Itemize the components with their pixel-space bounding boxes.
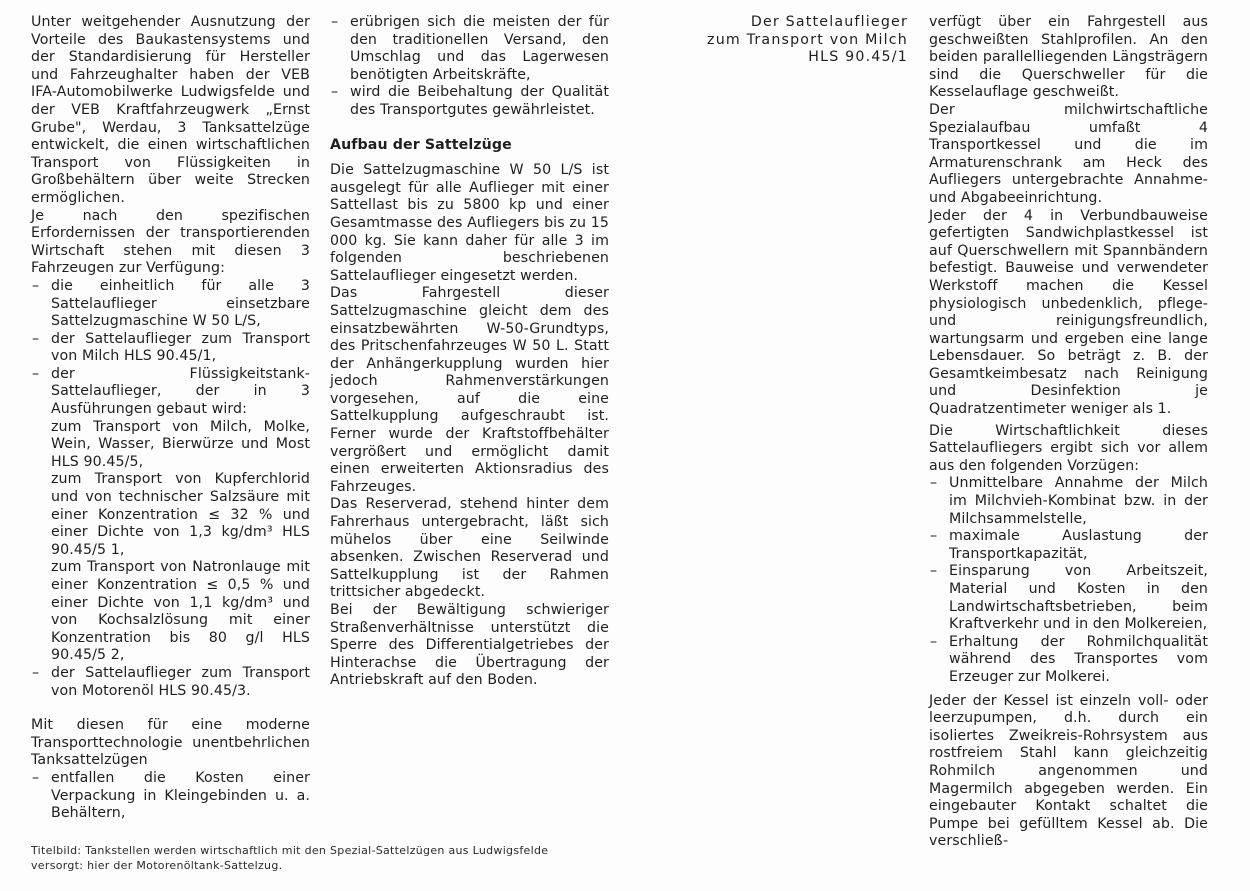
- benefits-list-continued: [330, 14, 609, 120]
- caption-line: versorgt: hier der Motorenöltank-Sattelzug.: [31, 858, 283, 872]
- list-item-text: der Flüssigkeitstank-Sattelauflieger, der in 3 Ausführungen gebaut wird:: [51, 365, 310, 418]
- list-item: – wird die Beibehaltung der Qualität des Transportgutes gewährleistet.: [330, 84, 609, 119]
- list-item: – Unmittelbare Annahme der Milch im Milchvieh-Kombinat bzw. in der Milchsammelstelle,: [929, 475, 1208, 528]
- list-item: [31, 366, 310, 419]
- trailer-title-block: [640, 14, 908, 67]
- cover-caption: [31, 844, 631, 873]
- list-item: – Einsparung von Arbeitszeit, Material und Kosten in den Landwirtschaftsbetrieben, beim Kraftverkehr und in den Molkereien,: [929, 563, 1208, 633]
- chassis-paragraph: Das Fahrgestell dieser Sattelzugmaschine gleicht dem des einsatzbewährten W-50-Grundtyps, des Pritschenfahrzeuges W 50 L. Statt der Anhängerkupplung wurden hier jedoch Rahmenverstärkungen vorgesehen, auf die eine Sattelkupplung aufgeschraubt ist. Ferner wurde der Kraftstoffbehälter vergrößert und ermöglicht damit einen erweiterten Aktionsradius des Fahrzeuges.: [330, 285, 609, 495]
- text-column-1: [31, 14, 310, 823]
- vehicle-list-end: [31, 665, 310, 700]
- sub-item: zum Transport von Kupferchlorid und von technischer Salzsäure mit einer Konzentration ≤ 32 % und einer Dichte von 1,3 kg/dm³ HLS 90.45/5 1,: [51, 471, 310, 558]
- sub-item: zum Transport von Milch, Molke, Wein, Wasser, Bierwürze und Most HLS 90.45/5,: [51, 418, 310, 470]
- section-heading: Aufbau der Sattelzüge: [330, 136, 512, 153]
- pumping-paragraph: Jeder der Kessel ist einzeln voll- oder leerzupumpen, d.h. durch ein isoliertes Zweikreis-Rohrsystem aus rostfreiem Stahl kann gleichzeitig Rohmilch angenommen und Magermilch abgegeben werden. Ein eingebauter Kontakt schaltet die Pumpe bei gefülltem Kessel ab. Die verschließ-: [929, 692, 1208, 850]
- spacer: [31, 700, 310, 717]
- text-column-4: [929, 14, 1208, 851]
- list-item: – die einheitlich für alle 3 Sattelauflieger einsetzbare Sattelzugmaschine W 50 L/S,: [31, 278, 310, 331]
- spare-wheel-paragraph: Das Reserverad, stehend hinter dem Fahrerhaus untergebracht, läßt sich mühelos über eine Seilwinde absenken. Zwischen Reserverad und Sattelkupplung ist der Rahmen trittsicher abgedeckt.: [330, 496, 609, 601]
- spacer: [330, 120, 609, 137]
- list-item: – der Sattelauflieger zum Transport von Milch HLS 90.45/1,: [31, 331, 310, 366]
- differential-paragraph: Bei der Bewältigung schwieriger Straßenverhältnisse unterstützt die Sperre des Differentialgetriebes der Hinterachse die Übertragung der Antriebskraft auf den Boden.: [330, 602, 609, 689]
- trailer-title-line: Der Sattelauflieger: [750, 14, 908, 30]
- list-item: – maximale Auslastung der Transportkapazität,: [929, 528, 1208, 563]
- requirements-paragraph: Je nach den spezifischen Erfordernissen der transportierenden Wirtschaft stehen mit diesen 3 Fahrzeugen zur Verfügung:: [31, 207, 310, 277]
- list-item: – Erhaltung der Rohmilchqualität während des Transportes vom Erzeuger zur Molkerei.: [929, 634, 1208, 687]
- tank-description: Jeder der 4 in Verbundbauweise gefertigten Sandwichplastkessel ist auf Querschwellern mit Spannbändern befestigt. Bauweise und verwendeter Werkstoff machen die Kessel physiologisch unbedenklich, pflege- und reinigungsfreundlich, wartungsarm und ergeben eine lange Lebensdauer. So beträgt z. B. der Gesamtkeimbesatz nach Reinigung und Desinfektion je Quadratzentimeter weniger als 1.: [929, 207, 1208, 418]
- intro-paragraph: Unter weitgehender Ausnutzung der Vorteile des Baukastensystems und der Standardisierung für Hersteller und Fahrzeughalter haben der VEB IFA-Automobilwerke Ludwigsfelde und der VEB Kraftfahrzeugwerk „Ernst Grube", Werdau, 3 Tanksattelzüge entwickelt, die einen wirtschaftlichen Transport von Flüssigkeiten in Großbehältern über weite Strecken ermöglichen.: [31, 14, 310, 206]
- benefits-paragraph: Mit diesen für eine moderne Transporttechnologie unentbehrlichen Tanksattelzügen: [31, 717, 310, 769]
- advantages-list: [929, 475, 1208, 686]
- tractor-paragraph: Die Sattelzugmaschine W 50 L/S ist ausgelegt für alle Auflieger mit einer Sattellast bis zu 5800 kp und einer Gesamtmasse des Aufliegers bis zu 15 000 kg. Sie kann daher für alle 3 im folgenden beschriebenen Sattelauflieger eingesetzt werden.: [330, 162, 609, 284]
- benefits-list: [31, 770, 310, 823]
- sub-item: zum Transport von Natronlauge mit einer Konzentration ≤ 0,5 % und einer Dichte von 1,1 kg/dm³ und von Kochsalzlösung mit einer Konzentration bis 80 g/l HLS 90.45/5 2,: [51, 559, 310, 664]
- chassis-description: verfügt über ein Fahrgestell aus geschweißten Stahlprofilen. An den beiden parallelliegenden Längsträgern sind die Querschweller für die Kesselauflage geschweißt.: [929, 14, 1208, 101]
- trailer-title-line: zum Transport von Milch: [707, 31, 908, 48]
- spacer: [330, 154, 609, 162]
- vehicle-list: [31, 278, 310, 419]
- list-item: – erübrigen sich die meisten der für den traditionellen Versand, den Umschlag und das Lagerwesen benötigten Arbeitskräfte,: [330, 14, 609, 84]
- trailer-title-line: HLS 90.45/1: [808, 49, 908, 66]
- caption-line: Titelbild: Tankstellen werden wirtschaftlich mit den Spezial-Sattelzügen aus Ludwigsfelde: [31, 844, 549, 857]
- text-column-2: [330, 14, 609, 690]
- list-item: – der Sattelauflieger zum Transport von Motorenöl HLS 90.45/3.: [31, 665, 310, 700]
- body-description: Der milchwirtschaftliche Spezialaufbau umfaßt 4 Transportkessel und die im Armaturenschrank am Heck des Aufliegers untergebrachte Annahme- und Abgabeeinrichtung.: [929, 101, 1208, 206]
- economy-paragraph: Die Wirtschaftlichkeit dieses Sattelaufliegers ergibt sich vor allem aus den folgenden Vorzügen:: [929, 422, 1208, 474]
- list-item: – entfallen die Kosten einer Verpackung in Kleingebinden u. a. Behältern,: [31, 770, 310, 823]
